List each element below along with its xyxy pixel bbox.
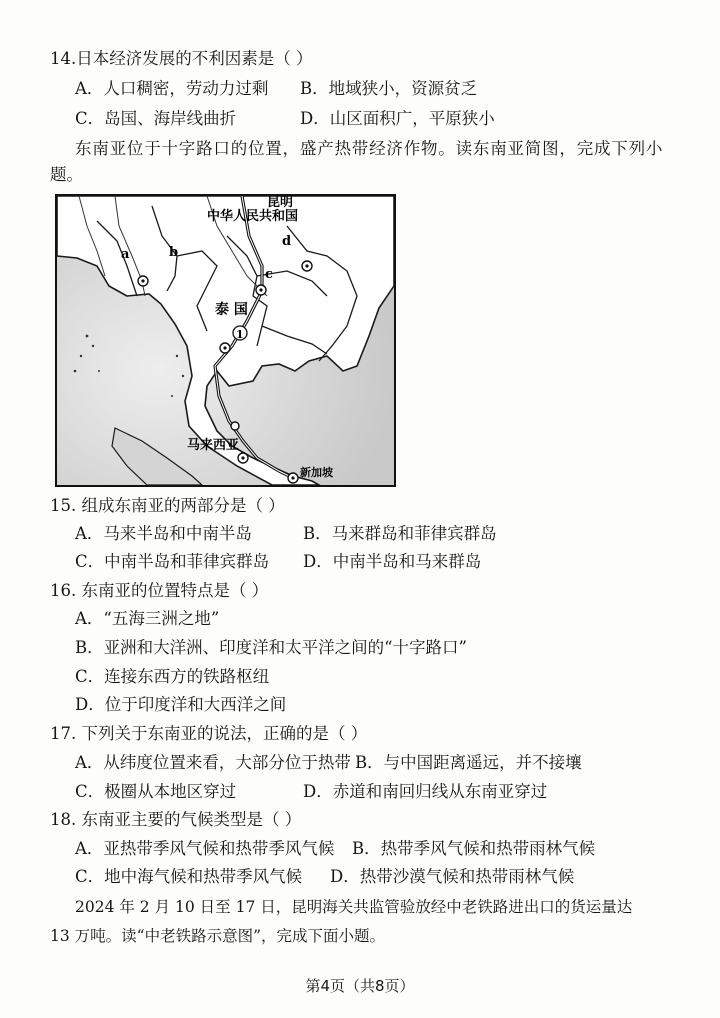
q15-option-c: C．中南半岛和菲律宾群岛 [75,552,270,571]
q17-option-a: A．从纬度位置来看，大部分位于热带 [75,753,351,772]
label-thailand: 泰 国 [215,302,248,318]
label-d: d [282,234,292,249]
q14-option-a: A．人口稠密，劳动力过剩 [75,79,269,98]
q14-option-c: C．岛国、海岸线曲折 [75,109,237,128]
q17-stem: 17. 下列关于东南亚的说法，正确的是（ ） [50,724,368,743]
q16-stem: 16. 东南亚的位置特点是（ ） [50,581,269,600]
label-a: a [121,247,130,262]
label-kunming: 昆明 [267,196,294,210]
q15-option-b: B．马来群岛和菲律宾群岛 [303,524,497,543]
intro2-line1: 2024 年 2 月 10 日至 17 日，昆明海关共监管验放经中老铁路进出口的货运量达 [75,898,633,916]
q17-option-d: D．赤道和南回归线从东南亚穿过 [303,782,548,801]
q15-option-a: A．马来半岛和中南半岛 [75,524,252,543]
q18-option-c: C．地中海气候和热带季风气候 [75,867,303,886]
label-1: 1 [236,328,244,341]
label-b: b [169,245,179,260]
intro1-line1: 东南亚位于十字路口的位置，盛产热带经济作物。读东南亚简图，完成下列小 [75,139,664,158]
q15-option-d: D．中南半岛和马来群岛 [303,552,482,571]
map-svg [57,196,394,485]
label-china: 中华人民共和国 [207,209,299,224]
q16-option-a: A．“五海三洲之地” [75,609,220,628]
q18-option-b: B．热带季风气候和热带雨林气候 [352,839,596,858]
q17-option-b: B．与中国距离遥远，并不接壤 [355,753,582,772]
intro2-line2: 13 万吨。读“中老铁路示意图”，完成下面小题。 [50,927,385,945]
q18-option-a: A．亚热带季风气候和热带季风气候 [75,839,335,858]
southeast-asia-map [55,194,396,487]
label-c: c [265,267,273,282]
q18-option-d: D．热带沙漠气候和热带雨林气候 [330,867,575,886]
label-malaysia: 马来西亚 [187,438,240,453]
q15-stem: 15. 组成东南亚的两部分是（ ） [50,496,285,515]
q14-stem: 14.日本经济发展的不利因素是（ ） [50,49,313,68]
label-singapore: 新加坡 [300,466,333,479]
intro1-line2: 题。 [50,165,83,184]
q16-option-b: B．亚洲和大洋洲、印度洋和太平洋之间的“十字路口” [75,638,467,657]
q16-option-d: D．位于印度洋和大西洋之间 [75,695,287,714]
page-footer: 第4页（共8页） [305,977,415,995]
q18-stem: 18. 东南亚主要的气候类型是（ ） [50,810,302,829]
q16-option-c: C．连接东西方的铁路枢纽 [75,667,270,686]
q17-option-c: C．极圈从本地区穿过 [75,782,237,801]
q14-option-d: D．山区面积广，平原狭小 [300,109,495,128]
q14-option-b: B．地域狭小，资源贫乏 [300,79,478,98]
